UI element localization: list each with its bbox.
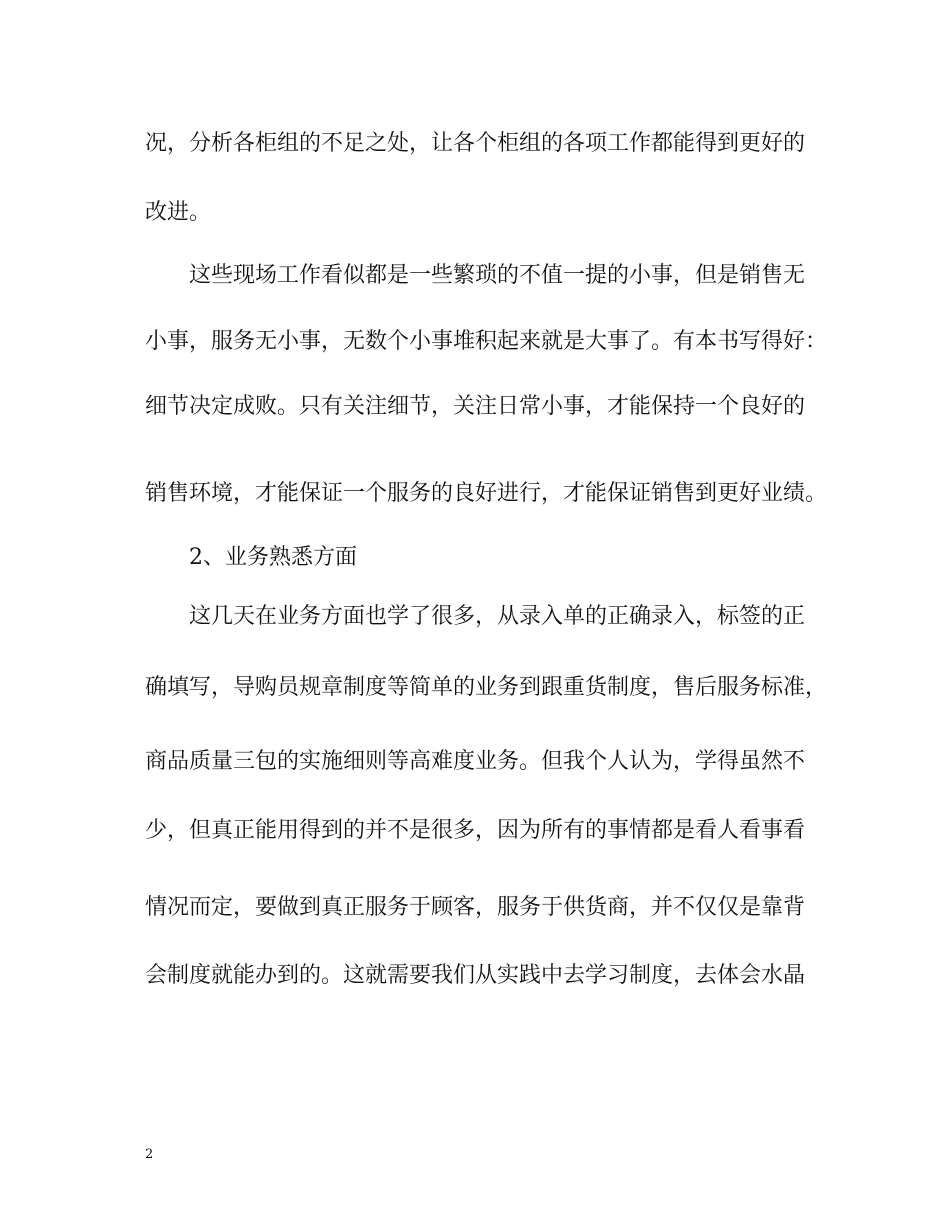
text-line-13: 会制度就能办到的。这就需要我们从实践中去学习制度，去体会水晶 xyxy=(145,963,806,988)
text-line-8: 这几天在业务方面也学了很多，从录入单的正确录入，标签的正 xyxy=(189,604,806,629)
text-line-11: 少，但真正能用得到的并不是很多，因为所有的事情都是看人看事看 xyxy=(145,818,806,843)
text-line-4: 小事，服务无小事，无数个小事堆积起来就是大事了。有本书写得好： xyxy=(145,329,828,354)
text-line-1: 况，分析各柜组的不足之处，让各个柜组的各项工作都能得到更好的 xyxy=(145,131,806,156)
text-line-6: 销售环境，才能保证一个服务的良好进行，才能保证销售到更好业绩。 xyxy=(145,481,828,506)
text-line-2: 改进。 xyxy=(145,200,212,225)
text-line-10: 商品质量三包的实施细则等高难度业务。但我个人认为，学得虽然不 xyxy=(145,749,806,774)
text-line-5: 细节决定成败。只有关注细节，关注日常小事，才能保持一个良好的 xyxy=(145,394,806,419)
section-heading: 2、业务熟悉方面 xyxy=(189,545,357,570)
page-number: 2 xyxy=(145,1147,154,1162)
text-line-3: 这些现场工作看似都是一些繁琐的不值一提的小事，但是销售无 xyxy=(189,263,806,288)
text-line-12: 情况而定，要做到真正服务于顾客，服务于供货商，并不仅仅是靠背 xyxy=(145,895,806,920)
text-line-9: 确填写，导购员规章制度等简单的业务到跟重货制度，售后服务标准， xyxy=(145,675,828,700)
